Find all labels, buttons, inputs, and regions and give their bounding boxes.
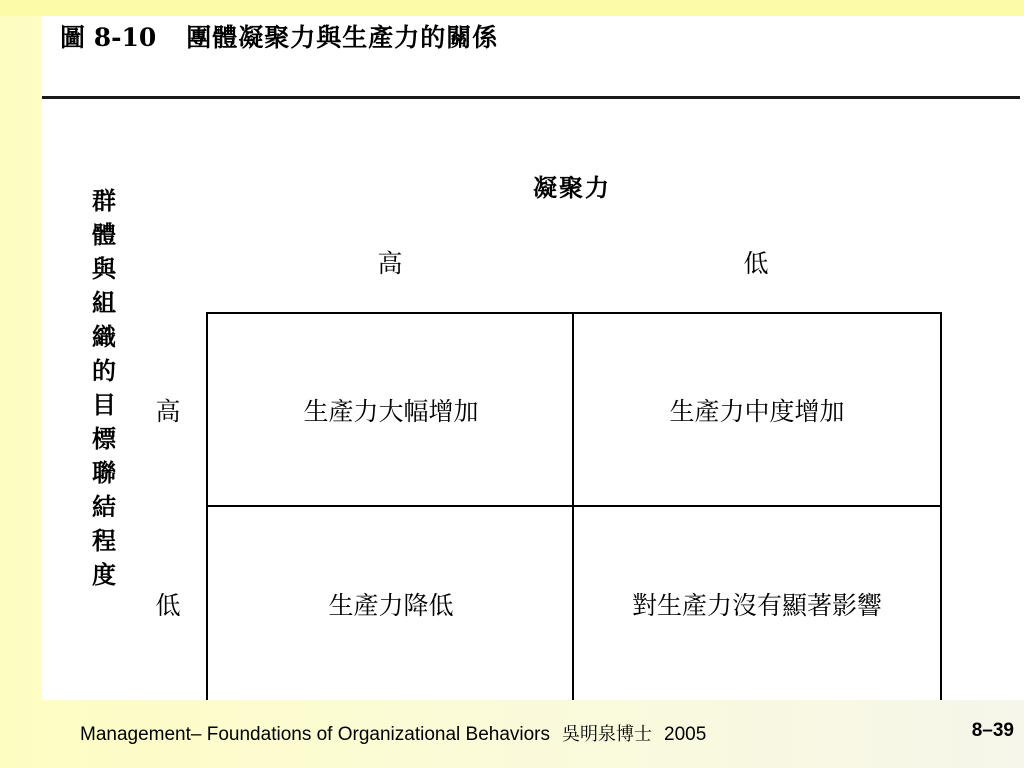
row-axis-char: 結 bbox=[92, 493, 116, 521]
slide-footer bbox=[0, 700, 1024, 768]
row-axis-char: 程 bbox=[92, 527, 116, 555]
column-axis-label: 凝聚力 bbox=[533, 174, 611, 202]
top-accent-band bbox=[0, 0, 1024, 16]
column-header-high: 高 bbox=[377, 249, 403, 278]
row-axis-char: 體 bbox=[92, 221, 116, 249]
cell-high-cohesion-high-alignment: 生產力大幅增加 bbox=[303, 396, 479, 426]
figure-title bbox=[60, 18, 498, 58]
row-header-high: 高 bbox=[155, 397, 181, 426]
row-axis-char: 度 bbox=[92, 561, 116, 589]
footer-year: 2005 bbox=[664, 724, 707, 745]
row-axis-char: 織 bbox=[92, 323, 116, 351]
author-name: 吳明泉博士 bbox=[562, 724, 653, 745]
row-axis-char: 目 bbox=[92, 391, 116, 419]
footer-credits bbox=[80, 720, 706, 746]
row-axis-char: 群 bbox=[92, 187, 116, 215]
row-axis-char: 標 bbox=[92, 425, 116, 453]
grid-right-border bbox=[940, 312, 942, 700]
row-axis-char: 組 bbox=[92, 289, 116, 317]
row-axis-char: 的 bbox=[92, 357, 116, 385]
title-rule bbox=[42, 96, 1020, 99]
row-header-low: 低 bbox=[155, 591, 181, 620]
cell-low-cohesion-low-alignment: 對生產力沒有顯著影響 bbox=[631, 590, 882, 620]
figure-number: 圖 8-10 bbox=[60, 23, 157, 52]
row-axis-char: 與 bbox=[92, 255, 116, 283]
cell-high-cohesion-low-alignment: 生產力降低 bbox=[328, 590, 454, 620]
column-header-low: 低 bbox=[743, 249, 769, 278]
matrix-grid bbox=[206, 312, 942, 700]
figure-name: 團體凝聚力與生產力的關係 bbox=[186, 23, 499, 52]
row-axis-char: 聯 bbox=[92, 459, 116, 487]
course-title: Management– Foundations of Organizational Behaviors bbox=[80, 724, 551, 745]
page-number: 8–39 bbox=[971, 720, 1014, 741]
row-axis-label bbox=[86, 184, 122, 592]
cell-low-cohesion-high-alignment: 生產力中度增加 bbox=[669, 396, 845, 426]
